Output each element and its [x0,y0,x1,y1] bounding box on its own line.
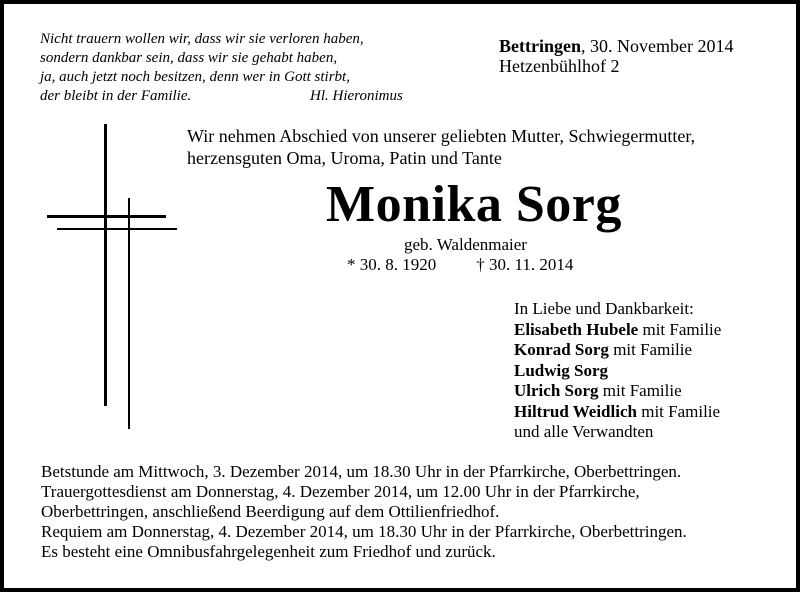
mourner-name: Ludwig Sorg [514,360,608,380]
mourner-suffix: mit Familie [638,319,722,339]
mourner-suffix: mit Familie [608,340,693,359]
deceased-name: Monika Sorg [326,176,622,233]
poem-attribution: Hl. Hieronimus [310,88,403,104]
intro-line: Wir nehmen Abschied von unserer geliebten Mutter, Schwiegermutter, [187,126,696,146]
date: , 30. November 2014 [580,36,734,56]
mourner-name: Hiltrud Weidlich [514,401,637,421]
place-date [499,36,733,56]
intro-line: herzensguten Oma, Uroma, Patin und Tante [187,148,502,168]
cross-vertical-short [128,198,130,429]
mourners [514,299,721,443]
cross-horizontal-top [47,215,166,218]
mourner-entry [514,340,721,361]
mourner-name: Ulrich Sorg [514,381,599,400]
poem-line: ja, auch jetzt noch besitzen, denn wer in Gott stirbt, [40,69,350,85]
intro-text [187,125,695,169]
poem-line: sondern dankbar sein, dass wir sie gehabt haben, [40,50,338,66]
poem-line: der bleibt in der Familie. [40,88,192,104]
birth-date: * 30. 8. 1920 [347,255,437,274]
mourners-closing: und alle Verwandten [514,422,654,441]
death-date: † 30. 11. 2014 [476,255,574,274]
cross-vertical-long [104,124,107,406]
mourner-suffix: mit Familie [598,381,682,400]
mourner-entry [514,402,721,423]
maiden-name: geb. Waldenmaier [404,235,527,254]
mourners-heading: In Liebe und Dankbarkeit: [514,299,694,318]
service-line: Es besteht eine Omnibusfahrgelegenheit zum Friedhof und zurück. [41,542,496,561]
service-info [41,462,687,562]
mourner-suffix: mit Familie [636,401,721,421]
address: Hetzenbühlhof 2 [499,56,620,76]
poem-line: Nicht trauern wollen wir, dass wir sie verloren haben, [40,31,364,47]
service-line: Betstunde am Mittwoch, 3. Dezember 2014, um 18.30 Uhr in der Pfarrkirche, Oberbettringen. [41,462,682,481]
mourner-name: Konrad Sorg [514,340,609,359]
mourner-entry [514,381,721,402]
place: Bettringen [499,36,581,56]
mourner-entry [514,361,721,382]
mourner-name: Elisabeth Hubele [514,319,639,339]
cross-horizontal-bottom [57,228,177,230]
service-line: Requiem am Donnerstag, 4. Dezember 2014, um 18.30 Uhr in der Pfarrkirche, Oberbettringen. [41,522,687,541]
life-dates [347,255,573,275]
mourner-entry [514,320,721,341]
poem [40,30,403,106]
service-line: Oberbettringen, anschließend Beerdigung auf dem Ottilienfriedhof. [41,502,500,521]
service-line: Trauergottesdienst am Donnerstag, 4. Dezember 2014, um 12.00 Uhr in der Pfarrkirche, [41,482,640,501]
